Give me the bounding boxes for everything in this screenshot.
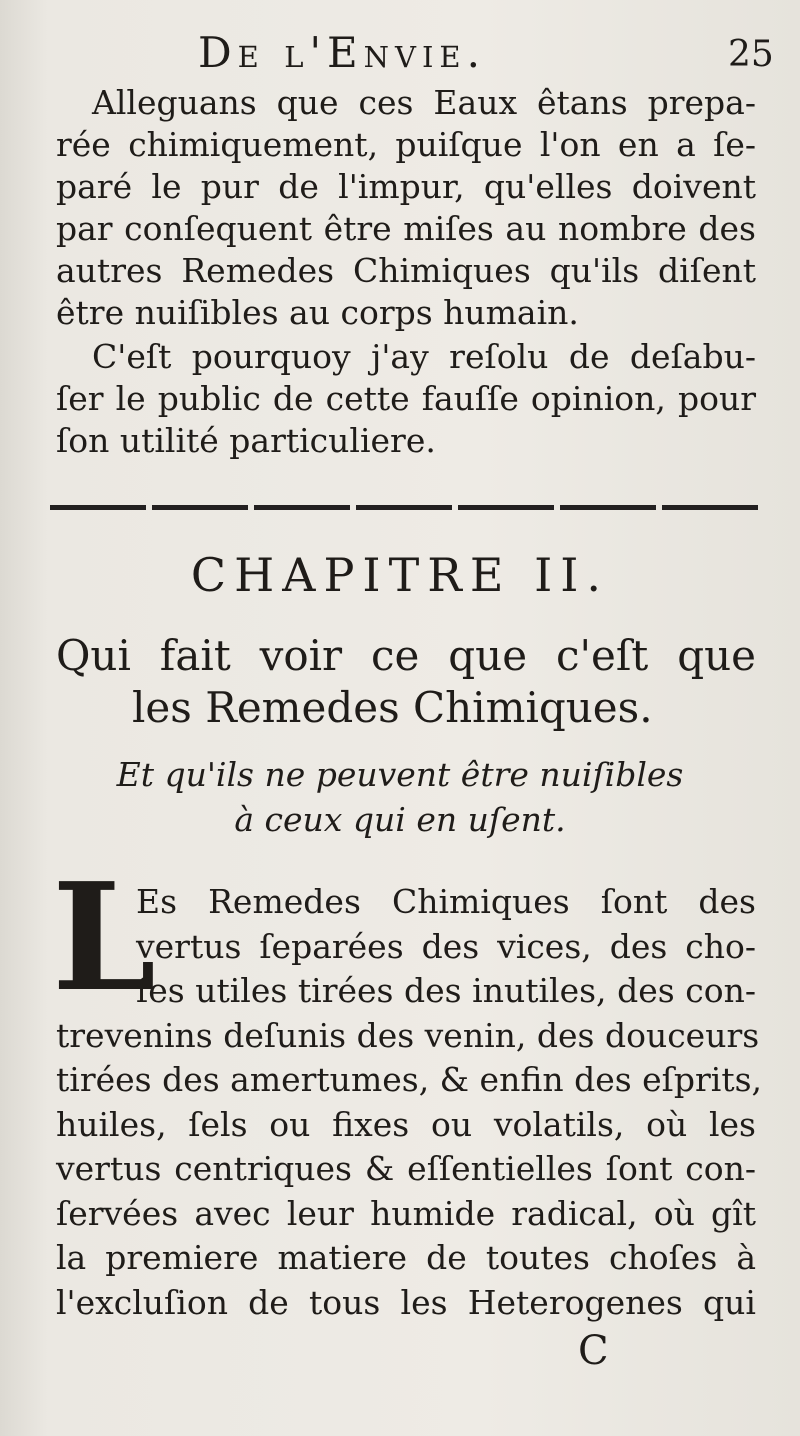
text-line: paré le pur de l'impur, qu'elles doivent bbox=[56, 167, 756, 206]
text-line: être nuiſibles au corps humain. bbox=[56, 293, 579, 332]
page-number: 25 bbox=[728, 34, 774, 75]
text-line: ſervées avec leur humide radical, où gît bbox=[56, 1193, 756, 1233]
text-line: rée chimiquement, puiſque l'on en a ſe- bbox=[56, 125, 756, 164]
drop-cap: L bbox=[52, 850, 157, 1024]
text-line: par conſequent être miſes au nombre des bbox=[56, 209, 756, 248]
text-line: vertus centriques & eſſentielles ſont con- bbox=[56, 1149, 756, 1188]
text-line: tirées des amertumes, & enfin des eſprits, bbox=[56, 1060, 763, 1099]
subtitle-line: à ceux qui en uſent. bbox=[234, 800, 566, 839]
subtitle-line: Et qu'ils ne peuvent être nuiſibles bbox=[116, 755, 684, 794]
body-text bbox=[56, 880, 763, 1325]
text-line: l'excluſion de tous les Heterogenes qui bbox=[56, 1282, 756, 1322]
text-line: ſon utilité particuliere. bbox=[56, 421, 436, 460]
text-line: Alleguans que ces Eaux êtans prepa- bbox=[92, 83, 756, 122]
ornamental-rule bbox=[50, 505, 762, 510]
text-line: la premiere matiere de toutes choſes à bbox=[56, 1238, 756, 1277]
text-line: C'eſt pourquoy j'ay reſolu de deſabu- bbox=[92, 337, 756, 376]
chapter-title-line: les Remedes Chimiques. bbox=[132, 683, 653, 732]
top-paragraph bbox=[56, 82, 756, 334]
running-head bbox=[0, 28, 800, 88]
chapter-title-line: Qui fait voir ce que c'eſt que bbox=[56, 631, 756, 680]
text-line: Es Remedes Chimiques ſont des bbox=[136, 882, 756, 921]
running-title: De l'Envie. bbox=[198, 28, 486, 77]
text-line: huiles, ſels ou fixes ou volatils, où les bbox=[56, 1104, 756, 1144]
text-line: vertus ſeparées des vices, des cho- bbox=[136, 926, 756, 966]
chapter-subtitle bbox=[0, 752, 800, 842]
text-line: trevenins deſunis des venin, des douceurs bbox=[56, 1015, 760, 1055]
text-line: autres Remedes Chimiques qu'ils diſent bbox=[56, 251, 756, 290]
second-paragraph bbox=[56, 336, 756, 462]
chapter-title bbox=[56, 630, 756, 734]
text-line: ſes utiles tirées des inutiles, des con- bbox=[136, 971, 756, 1010]
catchword: C bbox=[578, 1328, 609, 1374]
chapter-heading: CHAPITRE II. bbox=[190, 548, 610, 602]
text-line: ſer le public de cette fauſſe opinion, pour bbox=[56, 379, 756, 418]
